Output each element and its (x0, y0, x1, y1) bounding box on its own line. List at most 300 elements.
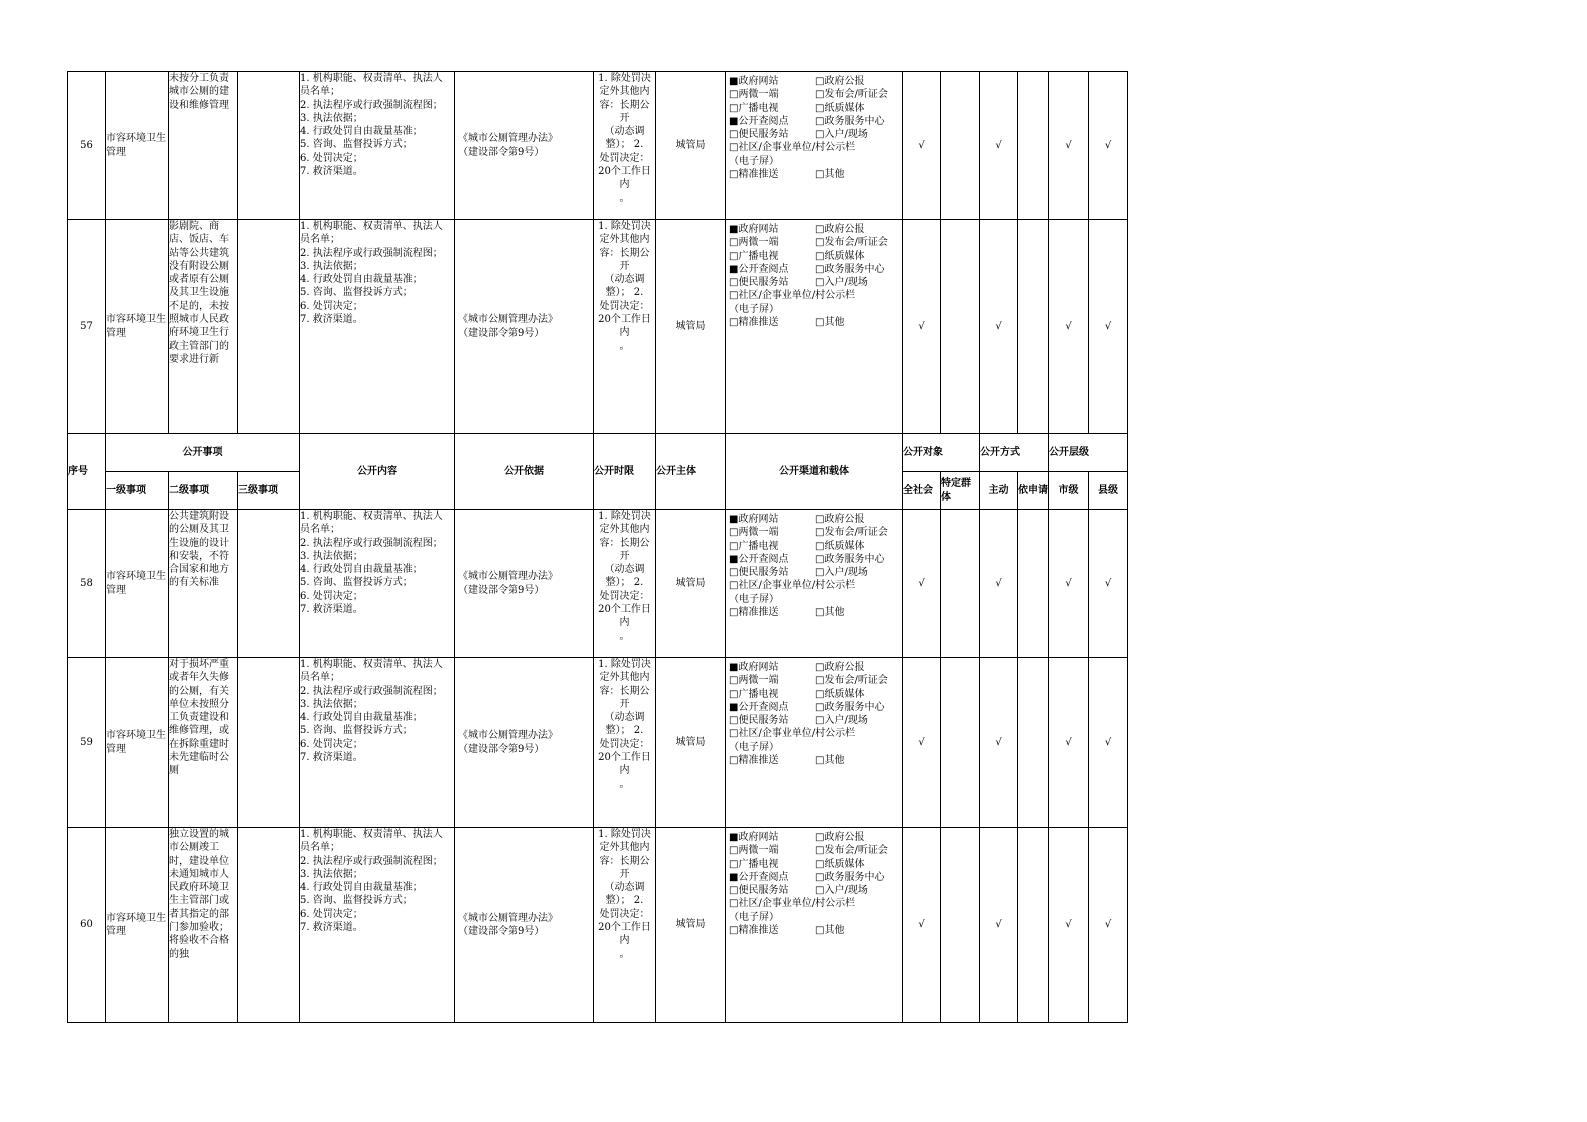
channel-checkbox-icon: □ (815, 675, 825, 687)
header-items-group: 公开事项 (106, 434, 300, 472)
channel-label: 便民服务站 (738, 885, 789, 897)
channel-item (815, 316, 901, 329)
content-line: 5. 咨询、监督投诉方式； (300, 725, 413, 737)
basis-line: （建设部令第9号） (458, 146, 545, 158)
content-line: 3. 执法依据； (300, 112, 363, 124)
content-line: 4. 行政处罚自由裁量基准； (300, 712, 423, 724)
level-county-check: √ (1089, 828, 1128, 1023)
content-line: 1. 机构职能、权责清单、执法人 (300, 221, 443, 232)
channel-checkbox-icon: ■ (729, 224, 739, 235)
channel-item (729, 540, 815, 553)
channel-item (815, 75, 901, 88)
content-cell (300, 828, 455, 1023)
channel-checkbox-icon: □ (729, 845, 739, 857)
level3-cell (238, 828, 300, 1023)
level2-cell: 独立设置的城市公厕竣工时，建设单位未通知城市人民政府环境卫生主管部门或者其指定的部门参加验收；将验收不合格的独 (169, 828, 238, 1023)
seq-cell: 59 (68, 658, 106, 828)
table-row (68, 658, 1128, 828)
channel-item (729, 701, 815, 714)
channel-label: 纸质媒体 (824, 858, 865, 870)
channel-checkbox-icon: □ (815, 871, 825, 883)
content-line: 1. 机构职能、权责清单、执法人 (300, 73, 443, 84)
channel-label: 便民服务站 (738, 277, 789, 289)
time-limit-line: 20个工作日 (598, 314, 651, 326)
channel-label: 两微一端 (738, 89, 779, 101)
level-city-check: √ (1049, 510, 1089, 658)
content-line: 3. 执法依据； (300, 550, 363, 562)
channel-item (729, 102, 815, 115)
channel-label: 公开查阅点 (738, 701, 789, 713)
content-line: 员名单； (300, 234, 340, 246)
time-limit-line: 整）； 2. (605, 895, 644, 907)
header-level1: 一级事项 (106, 472, 169, 510)
level2-cell: 公共建筑附设的公厕及其卫生设施的设计和安装，不符合国家和地方的有关标准 (169, 510, 238, 658)
channel-checkbox-icon: □ (729, 755, 739, 767)
channel-label: 纸质媒体 (824, 102, 865, 114)
content-line: 5. 咨询、监督投诉方式； (300, 895, 413, 907)
channel-label: 纸质媒体 (824, 250, 865, 262)
channel-item (815, 236, 901, 249)
channel-item (729, 236, 815, 249)
channel-checkbox-icon: □ (729, 607, 739, 619)
channel-checkbox-icon: □ (815, 514, 825, 525)
basis-line: 《城市公厕管理办法》 (458, 912, 558, 924)
channel-label: 入户/现场 (824, 277, 868, 289)
time-limit-line: 开 (619, 868, 630, 880)
time-limit-line: （动态调 (604, 274, 645, 286)
time-limit-line: 内 (619, 935, 630, 947)
time-limit-line: 1. 除处罚决 (598, 829, 651, 840)
channel-item (815, 566, 901, 579)
header-target-all: 全社会 (903, 472, 941, 510)
channels-cell (726, 828, 903, 1023)
subject-cell: 城管局 (656, 828, 726, 1023)
header-content: 公开内容 (300, 434, 455, 510)
time-limit-cell (594, 72, 656, 220)
channel-item (729, 316, 815, 329)
channel-item (729, 88, 815, 101)
channel-checklist (726, 72, 902, 183)
content-line: 3. 执法依据； (300, 260, 363, 272)
basis-line: （建设部令第9号） (458, 743, 545, 755)
level1-cell: 市容环境卫生管理 (106, 72, 169, 220)
time-limit-line: 内 (619, 765, 630, 777)
channel-checkbox-icon: □ (815, 102, 825, 114)
channel-item (729, 526, 815, 539)
channel-checkbox-icon: □ (815, 688, 825, 700)
channel-item (729, 513, 815, 526)
time-limit-line: 整）； 2. (605, 725, 644, 737)
target-all-check: √ (903, 658, 941, 828)
channel-screen: （电子屏） (729, 155, 779, 167)
channel-checkbox-icon: □ (729, 317, 739, 329)
content-line: 2. 执法程序或行政强制流程图； (300, 99, 443, 111)
channel-label: 入户/现场 (824, 129, 868, 141)
header-time-limit: 公开时限 (594, 434, 656, 510)
content-line: 4. 行政处罚自由裁量基准； (300, 274, 423, 286)
content-cell (300, 72, 455, 220)
header-channels: 公开渠道和载体 (726, 434, 903, 510)
time-limit-line: 定外其他内 (599, 524, 650, 536)
content-cell (300, 658, 455, 828)
channel-label: 政府网站 (738, 514, 779, 525)
channel-label: 发布会/听证会 (824, 527, 888, 539)
content-line: 2. 执法程序或行政强制流程图； (300, 855, 443, 867)
basis-line: 《城市公厕管理办法》 (458, 730, 558, 742)
seq-cell: 56 (68, 72, 106, 220)
channel-label: 政府公报 (824, 514, 865, 525)
channel-label: 公开查阅点 (738, 115, 789, 127)
basis-line: 《城市公厕管理办法》 (458, 133, 558, 145)
level1-cell: 市容环境卫生管理 (106, 510, 169, 658)
time-limit-line: 容：长期公 (599, 685, 650, 697)
channel-label: 广播电视 (738, 858, 779, 870)
time-limit-line: 开 (619, 698, 630, 710)
time-limit-line: 容：长期公 (599, 855, 650, 867)
channel-community: □社区/企事业单位/村公示栏 (729, 898, 856, 910)
target-specific-check (941, 220, 980, 434)
channel-item (815, 223, 901, 236)
header-seq: 序号 (68, 434, 106, 510)
target-specific-check (941, 510, 980, 658)
basis-line: 《城市公厕管理办法》 (458, 314, 558, 326)
channel-screen: （电子屏） (729, 911, 779, 923)
table-row (68, 828, 1128, 1023)
content-line: 6. 处罚决定； (300, 152, 363, 164)
target-specific-check (941, 828, 980, 1023)
channel-label: 政府公报 (824, 76, 865, 87)
channel-label: 广播电视 (738, 540, 779, 552)
time-limit-line: 处罚决定： (599, 908, 650, 920)
content-line: 1. 机构职能、权责清单、执法人 (300, 829, 443, 840)
header-method-group: 公开方式 (980, 434, 1049, 472)
header-method-request: 依申请 (1018, 472, 1049, 510)
channel-label: 入户/现场 (824, 715, 868, 727)
channel-checkbox-icon: ■ (729, 263, 739, 275)
channel-checkbox-icon: □ (729, 885, 739, 897)
basis-cell (455, 72, 594, 220)
channel-checkbox-icon: □ (729, 858, 739, 870)
table-row (68, 72, 1128, 220)
channel-checkbox-icon: ■ (729, 871, 739, 883)
channel-checkbox-icon: □ (815, 76, 825, 87)
channel-item (815, 250, 901, 263)
time-limit-line: 定外其他内 (599, 672, 650, 684)
channel-item (729, 871, 815, 884)
channel-label: 精准推送 (738, 925, 779, 937)
channels-cell (726, 220, 903, 434)
channel-checkbox-icon: □ (815, 237, 825, 249)
channel-checkbox-icon: □ (815, 858, 825, 870)
channel-checkbox-icon: □ (815, 540, 825, 552)
channel-label: 广播电视 (738, 688, 779, 700)
channel-item (815, 263, 901, 276)
method-active-check: √ (980, 72, 1018, 220)
channel-label: 便民服务站 (738, 715, 789, 727)
header-basis: 公开依据 (455, 434, 594, 510)
level-county-check: √ (1089, 72, 1128, 220)
channel-item (815, 102, 901, 115)
time-limit-cell (594, 828, 656, 1023)
method-request-check (1018, 72, 1049, 220)
channel-checkbox-icon: □ (729, 567, 739, 579)
table-row (68, 220, 1128, 434)
time-limit-line: 容：长期公 (599, 247, 650, 259)
time-limit-line: （动态调 (604, 564, 645, 576)
channel-community: □社区/企事业单位/村公示栏 (729, 142, 856, 154)
content-line: 员名单； (300, 86, 340, 98)
channel-label: 政府公报 (824, 832, 865, 843)
channel-label: 政府网站 (738, 832, 779, 843)
content-line: 5. 咨询、监督投诉方式； (300, 139, 413, 151)
channel-checkbox-icon: □ (815, 129, 825, 141)
channel-item (815, 831, 901, 844)
channel-item (815, 115, 901, 128)
content-line: 6. 处罚决定； (300, 300, 363, 312)
channel-item (729, 223, 815, 236)
time-limit-line: 整）； 2. (605, 577, 644, 589)
content-line: 5. 咨询、监督投诉方式； (300, 577, 413, 589)
target-all-check: √ (903, 220, 941, 434)
channel-checkbox-icon: ■ (729, 701, 739, 713)
content-line: 2. 执法程序或行政强制流程图； (300, 247, 443, 259)
channel-community: □社区/企事业单位/村公示栏 (729, 728, 856, 740)
channel-item (729, 606, 815, 619)
content-line: 员名单； (300, 672, 340, 684)
channel-checkbox-icon: ■ (729, 115, 739, 127)
level1-cell: 市容环境卫生管理 (106, 828, 169, 1023)
level2-cell: 影剧院、商店、饭店、车站等公共建筑没有附设公厕或者原有公厕及其卫生设施不足的，未按照城市人民政府环境卫生行政主管部门的要求进行新 (169, 220, 238, 434)
header-level-group: 公开层级 (1049, 434, 1128, 472)
basis-line: 《城市公厕管理办法》 (458, 571, 558, 583)
channel-checkbox-icon: □ (815, 263, 825, 275)
channel-checkbox-icon: □ (729, 89, 739, 101)
channel-label: 其他 (824, 317, 845, 329)
disclosure-table (67, 71, 1128, 1023)
channel-community: □社区/企事业单位/村公示栏 (729, 580, 856, 592)
channel-item (729, 754, 815, 767)
channel-label: 两微一端 (738, 527, 779, 539)
channel-checklist (726, 658, 902, 769)
time-limit-line: 。 (619, 630, 630, 642)
time-limit-line: 20个工作日 (598, 604, 651, 616)
content-line: 员名单； (300, 842, 340, 854)
header-target-specific: 特定群体 (941, 472, 980, 510)
channel-checkbox-icon: □ (815, 527, 825, 539)
target-all-check: √ (903, 828, 941, 1023)
time-limit-line: 容：长期公 (599, 99, 650, 111)
channel-label: 政务服务中心 (824, 115, 885, 127)
time-limit-line: 定外其他内 (599, 842, 650, 854)
channel-label: 纸质媒体 (824, 540, 865, 552)
channel-label: 广播电视 (738, 102, 779, 114)
channel-community: □社区/企事业单位/村公示栏 (729, 290, 856, 302)
channel-item (729, 831, 815, 844)
target-specific-check (941, 658, 980, 828)
channel-checkbox-icon: ■ (729, 662, 739, 673)
channel-label: 其他 (824, 607, 845, 619)
content-line: 3. 执法依据； (300, 698, 363, 710)
time-limit-line: 处罚决定： (599, 590, 650, 602)
channel-checkbox-icon: □ (729, 237, 739, 249)
channels-cell (726, 72, 903, 220)
time-limit-cell (594, 510, 656, 658)
channel-item (815, 168, 901, 181)
method-request-check (1018, 220, 1049, 434)
channel-label: 公开查阅点 (738, 263, 789, 275)
channel-item (729, 674, 815, 687)
basis-cell (455, 510, 594, 658)
channel-label: 其他 (824, 169, 845, 181)
channel-checkbox-icon: □ (815, 755, 825, 767)
channel-checkbox-icon: □ (729, 925, 739, 937)
channel-label: 政务服务中心 (824, 263, 885, 275)
content-cell (300, 220, 455, 434)
subject-cell: 城管局 (656, 220, 726, 434)
channel-checkbox-icon: □ (729, 277, 739, 289)
time-limit-line: 开 (619, 112, 630, 124)
channel-label: 发布会/听证会 (824, 89, 888, 101)
level-county-check: √ (1089, 220, 1128, 434)
header-target-group: 公开对象 (903, 434, 980, 472)
time-limit-cell (594, 220, 656, 434)
basis-line: （建设部令第9号） (458, 327, 545, 339)
channel-label: 两微一端 (738, 675, 779, 687)
channel-checkbox-icon: □ (815, 715, 825, 727)
time-limit-line: 。 (619, 192, 630, 204)
channel-item (815, 844, 901, 857)
channel-label: 发布会/听证会 (824, 237, 888, 249)
method-request-check (1018, 510, 1049, 658)
content-line: 6. 处罚决定； (300, 908, 363, 920)
time-limit-cell (594, 658, 656, 828)
channel-checkbox-icon: ■ (729, 514, 739, 525)
channel-item (729, 128, 815, 141)
channel-label: 公开查阅点 (738, 553, 789, 565)
basis-cell (455, 220, 594, 434)
content-line: 7. 救济渠道。 (300, 604, 363, 616)
channel-label: 精准推送 (738, 607, 779, 619)
time-limit-line: 容：长期公 (599, 537, 650, 549)
target-all-check: √ (903, 510, 941, 658)
subject-cell: 城管局 (656, 510, 726, 658)
channel-checkbox-icon: □ (815, 845, 825, 857)
channel-item (729, 661, 815, 674)
time-limit-line: 20个工作日 (598, 922, 651, 934)
header-level2: 二级事项 (169, 472, 238, 510)
channel-item (815, 526, 901, 539)
channel-item (729, 75, 815, 88)
time-limit-line: 1. 除处罚决 (598, 511, 651, 522)
channel-checkbox-icon: □ (729, 688, 739, 700)
time-limit-line: 。 (619, 778, 630, 790)
channel-item (815, 924, 901, 937)
basis-line: （建设部令第9号） (458, 926, 545, 937)
time-limit-line: 内 (619, 179, 630, 191)
channel-label: 便民服务站 (738, 567, 789, 579)
level3-cell (238, 658, 300, 828)
table-header-row (68, 434, 1128, 472)
channel-checkbox-icon: □ (815, 317, 825, 329)
basis-line: （建设部令第9号） (458, 584, 545, 596)
channel-checklist (726, 220, 902, 331)
channel-label: 公开查阅点 (738, 871, 789, 883)
channel-checkbox-icon: □ (815, 607, 825, 619)
channel-item (729, 553, 815, 566)
basis-cell (455, 658, 594, 828)
channel-item (729, 566, 815, 579)
channel-item (815, 754, 901, 767)
channel-checkbox-icon: □ (815, 567, 825, 579)
channel-item (729, 844, 815, 857)
target-all-check: √ (903, 72, 941, 220)
content-line: 3. 执法依据； (300, 868, 363, 880)
channel-checkbox-icon: ■ (729, 553, 739, 565)
method-active-check: √ (980, 220, 1018, 434)
time-limit-line: 处罚决定： (599, 152, 650, 164)
channel-checklist (726, 828, 902, 939)
channel-label: 其他 (824, 925, 845, 937)
channel-item (815, 884, 901, 897)
channel-label: 发布会/听证会 (824, 845, 888, 857)
time-limit-line: 开 (619, 550, 630, 562)
channel-checkbox-icon: □ (815, 925, 825, 937)
content-line: 1. 机构职能、权责清单、执法人 (300, 659, 443, 670)
channel-item (815, 674, 901, 687)
channel-item (815, 701, 901, 714)
content-cell (300, 510, 455, 658)
channel-item (729, 250, 815, 263)
channel-item (815, 276, 901, 289)
channel-checkbox-icon: □ (729, 675, 739, 687)
channel-item (815, 553, 901, 566)
content-line: 1. 机构职能、权责清单、执法人 (300, 511, 443, 522)
channel-label: 入户/现场 (824, 885, 868, 897)
channel-label: 其他 (824, 755, 845, 767)
time-limit-line: 1. 除处罚决 (598, 73, 651, 84)
channel-checkbox-icon: □ (815, 115, 825, 127)
header-level3: 三级事项 (238, 472, 300, 510)
channel-item (815, 871, 901, 884)
channel-screen: （电子屏） (729, 741, 779, 753)
content-line: 7. 救济渠道。 (300, 922, 363, 934)
channel-item (729, 263, 815, 276)
header-level-county: 县级 (1089, 472, 1128, 510)
header-subject: 公开主体 (656, 434, 726, 510)
method-active-check: √ (980, 510, 1018, 658)
time-limit-line: 开 (619, 260, 630, 272)
level-city-check: √ (1049, 72, 1089, 220)
channel-item (729, 884, 815, 897)
channel-label: 政府网站 (738, 662, 779, 673)
channel-item (729, 924, 815, 937)
channel-checkbox-icon: □ (815, 832, 825, 843)
level3-cell (238, 510, 300, 658)
channel-checkbox-icon: □ (729, 169, 739, 181)
channel-checkbox-icon: ■ (729, 76, 739, 87)
content-line: 6. 处罚决定； (300, 590, 363, 602)
time-limit-line: 。 (619, 340, 630, 352)
channel-item (815, 128, 901, 141)
time-limit-line: （动态调 (604, 126, 645, 138)
time-limit-line: （动态调 (604, 882, 645, 894)
method-active-check: √ (980, 828, 1018, 1023)
seq-cell: 57 (68, 220, 106, 434)
channel-label: 政务服务中心 (824, 701, 885, 713)
time-limit-line: 整）； 2. (605, 287, 644, 299)
method-active-check: √ (980, 658, 1018, 828)
channel-checkbox-icon: □ (815, 885, 825, 897)
